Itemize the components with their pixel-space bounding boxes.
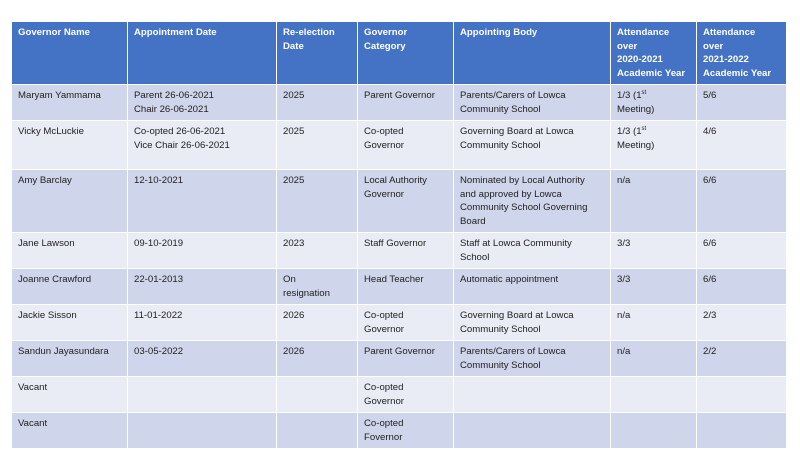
cell-text: 03-05-2022: [134, 346, 184, 357]
cell-text: Attendance: [617, 27, 670, 38]
cell-text: Meeting): [617, 103, 655, 115]
cell-text: Co-opted: [364, 382, 404, 393]
cell-text: 2020-2021: [617, 54, 663, 65]
cell-appointment-date: [128, 85, 277, 121]
cell-text: Co-opted: [364, 310, 404, 321]
cell-text: Vice Chair 26-06-2021: [134, 139, 230, 151]
cell-text: Vacant: [18, 382, 48, 393]
table-row: [12, 233, 787, 269]
cell-text: 2025: [283, 126, 305, 137]
cell-text: Nominated by Local Authority: [460, 175, 585, 186]
attendance-value: 1/3 (1: [617, 126, 642, 137]
cell-text: 2/2: [703, 346, 717, 357]
cell-text: Local Authority: [364, 175, 427, 186]
cell-appointing-body: [454, 121, 611, 170]
cell-text: [617, 89, 690, 103]
cell-governor-name: [12, 377, 128, 413]
table-row: [12, 269, 787, 305]
cell-text: Governor Name: [18, 27, 90, 38]
cell-text: Chair 26-06-2021: [134, 103, 209, 115]
cell-text: Appointment Date: [134, 27, 217, 38]
cell-attendance-2021-2022: [697, 341, 787, 377]
cell-text: 6/6: [703, 274, 717, 285]
cell-governor-name: [12, 341, 128, 377]
cell-text: n/a: [617, 175, 631, 186]
cell-attendance-2021-2022: [697, 121, 787, 170]
cell-text: Governing Board at Lowca: [460, 310, 574, 321]
cell-re-election-date: [277, 170, 358, 233]
cell-appointing-body: [454, 305, 611, 341]
cell-text: 2025: [283, 175, 305, 186]
cell-text: Staff at Lowca Community: [460, 238, 572, 249]
cell-text: Academic Year: [617, 67, 686, 79]
cell-text: 11-01-2022: [134, 310, 183, 321]
cell-text: Parent 26-06-2021: [134, 90, 215, 101]
cell-text: 2026: [283, 310, 305, 321]
cell-appointing-body: [454, 341, 611, 377]
cell-text: Category: [364, 40, 406, 52]
cell-text: Academic Year: [703, 67, 772, 79]
cell-re-election-date: [277, 269, 358, 305]
cell-text: 2026: [283, 346, 305, 357]
table-row: [12, 121, 787, 170]
cell-appointing-body: [454, 269, 611, 305]
table-row: [12, 341, 787, 377]
cell-text: 6/6: [703, 175, 717, 186]
ordinal-suffix: st: [641, 90, 647, 96]
cell-text: 09-10-2019: [134, 238, 184, 249]
attendance-value: 1/3 (1: [617, 90, 642, 101]
cell-text: Date: [283, 40, 304, 52]
cell-text: Meeting): [617, 139, 655, 151]
governors-table: [11, 21, 787, 449]
cell-text: Parents/Carers of Lowca: [460, 90, 566, 101]
cell-text: Re-election: [283, 27, 335, 38]
column-header-governor-name: [12, 22, 128, 85]
cell-text: 22-01-2013: [134, 274, 184, 285]
cell-text: Co-opted: [364, 126, 404, 137]
cell-text: over: [703, 40, 724, 52]
cell-text: School: [460, 251, 490, 263]
cell-text: Community School: [460, 359, 541, 371]
cell-text: n/a: [617, 310, 631, 321]
cell-text: Parent Governor: [364, 90, 435, 101]
cell-text: Vicky McLuckie: [18, 126, 84, 137]
cell-attendance-2021-2022: [697, 233, 787, 269]
cell-text: Parent Governor: [364, 346, 435, 357]
cell-text: 3/3: [617, 238, 631, 249]
cell-text: and approved by Lowca: [460, 188, 562, 200]
cell-text: Amy Barclay: [18, 175, 72, 186]
cell-text: Sandun Jayasundara: [18, 346, 109, 357]
cell-appointment-date: [128, 341, 277, 377]
cell-attendance-2020-2021: [611, 377, 697, 413]
cell-attendance-2020-2021: [611, 341, 697, 377]
cell-attendance-2020-2021: [611, 170, 697, 233]
cell-text: Community School: [460, 103, 541, 115]
cell-appointment-date: [128, 170, 277, 233]
cell-text: Community School Governing: [460, 202, 588, 213]
cell-text: Governor: [364, 188, 404, 200]
cell-appointing-body: [454, 233, 611, 269]
cell-text: 12-10-2021: [134, 175, 184, 186]
cell-appointing-body: [454, 413, 611, 449]
cell-text: Governor: [364, 323, 404, 335]
cell-governor-category: [358, 413, 454, 449]
cell-text: Board: [460, 215, 486, 227]
cell-text: 6/6: [703, 238, 717, 249]
cell-attendance-2021-2022: [697, 85, 787, 121]
cell-governor-name: [12, 305, 128, 341]
cell-text: over: [617, 40, 638, 52]
cell-governor-name: [12, 413, 128, 449]
cell-text: Appointing Body: [460, 27, 538, 38]
table-row: [12, 170, 787, 233]
cell-attendance-2021-2022: [697, 377, 787, 413]
cell-governor-category: [358, 269, 454, 305]
cell-re-election-date: [277, 233, 358, 269]
cell-text: 2021-2022: [703, 54, 749, 65]
column-header-governor-category: [358, 22, 454, 85]
cell-appointing-body: [454, 85, 611, 121]
cell-text: Attendance: [703, 27, 756, 38]
cell-re-election-date: [277, 121, 358, 170]
column-header-appointing-body: [454, 22, 611, 85]
cell-governor-category: [358, 377, 454, 413]
cell-re-election-date: [277, 341, 358, 377]
cell-appointing-body: [454, 377, 611, 413]
cell-text: Community School: [460, 139, 541, 151]
cell-governor-category: [358, 121, 454, 170]
cell-text: 4/6: [703, 126, 717, 137]
cell-text: Joanne Crawford: [18, 274, 92, 285]
table-row: [12, 305, 787, 341]
cell-appointment-date: [128, 233, 277, 269]
cell-governor-category: [358, 341, 454, 377]
cell-governor-category: [358, 305, 454, 341]
column-header-attendance-2021-2022: [697, 22, 787, 85]
cell-appointment-date: [128, 305, 277, 341]
cell-governor-name: [12, 233, 128, 269]
table-row: [12, 85, 787, 121]
cell-text: [617, 125, 690, 139]
cell-text: Governor: [364, 139, 404, 151]
cell-governor-category: [358, 85, 454, 121]
cell-attendance-2020-2021: [611, 413, 697, 449]
cell-text: Governing Board at Lowca: [460, 126, 574, 137]
cell-text: Co-opted 26-06-2021: [134, 126, 226, 137]
cell-attendance-2020-2021: [611, 233, 697, 269]
cell-governor-name: [12, 269, 128, 305]
cell-text: Staff Governor: [364, 238, 427, 249]
cell-text: Co-opted: [364, 418, 404, 429]
ordinal-suffix: st: [641, 126, 647, 132]
column-header-appointment-date: [128, 22, 277, 85]
cell-text: 2025: [283, 90, 305, 101]
cell-attendance-2021-2022: [697, 413, 787, 449]
cell-attendance-2020-2021: [611, 85, 697, 121]
cell-text: Governor: [364, 395, 404, 407]
cell-re-election-date: [277, 413, 358, 449]
column-header-attendance-2020-2021: [611, 22, 697, 85]
cell-text: Maryam Yammama: [18, 90, 101, 101]
cell-governor-name: [12, 170, 128, 233]
cell-text: Jackie Sisson: [18, 310, 77, 321]
cell-governor-name: [12, 85, 128, 121]
header-row: [12, 22, 787, 85]
cell-appointment-date: [128, 377, 277, 413]
cell-text: Head Teacher: [364, 274, 424, 285]
cell-governor-name: [12, 121, 128, 170]
column-header-re-election-date: [277, 22, 358, 85]
cell-text: 2/3: [703, 310, 717, 321]
cell-text: Community School: [460, 323, 541, 335]
cell-text: Automatic appointment: [460, 274, 559, 285]
cell-appointment-date: [128, 121, 277, 170]
cell-re-election-date: [277, 85, 358, 121]
cell-re-election-date: [277, 377, 358, 413]
cell-text: Fovernor: [364, 431, 403, 443]
cell-attendance-2020-2021: [611, 121, 697, 170]
cell-attendance-2021-2022: [697, 269, 787, 305]
cell-governor-category: [358, 170, 454, 233]
cell-text: Jane Lawson: [18, 238, 75, 249]
cell-text: Parents/Carers of Lowca: [460, 346, 566, 357]
cell-text: 2023: [283, 238, 305, 249]
cell-appointing-body: [454, 170, 611, 233]
cell-text: n/a: [617, 346, 631, 357]
cell-appointment-date: [128, 269, 277, 305]
table-row: [12, 377, 787, 413]
cell-attendance-2021-2022: [697, 170, 787, 233]
table-row: [12, 413, 787, 449]
cell-re-election-date: [277, 305, 358, 341]
cell-attendance-2021-2022: [697, 305, 787, 341]
cell-text: Governor: [364, 27, 408, 38]
cell-text: 3/3: [617, 274, 631, 285]
cell-attendance-2020-2021: [611, 305, 697, 341]
cell-text: Vacant: [18, 418, 48, 429]
cell-text: resignation: [283, 287, 330, 299]
cell-appointment-date: [128, 413, 277, 449]
cell-attendance-2020-2021: [611, 269, 697, 305]
cell-text: On: [283, 274, 296, 285]
cell-governor-category: [358, 233, 454, 269]
cell-text: 5/6: [703, 90, 717, 101]
